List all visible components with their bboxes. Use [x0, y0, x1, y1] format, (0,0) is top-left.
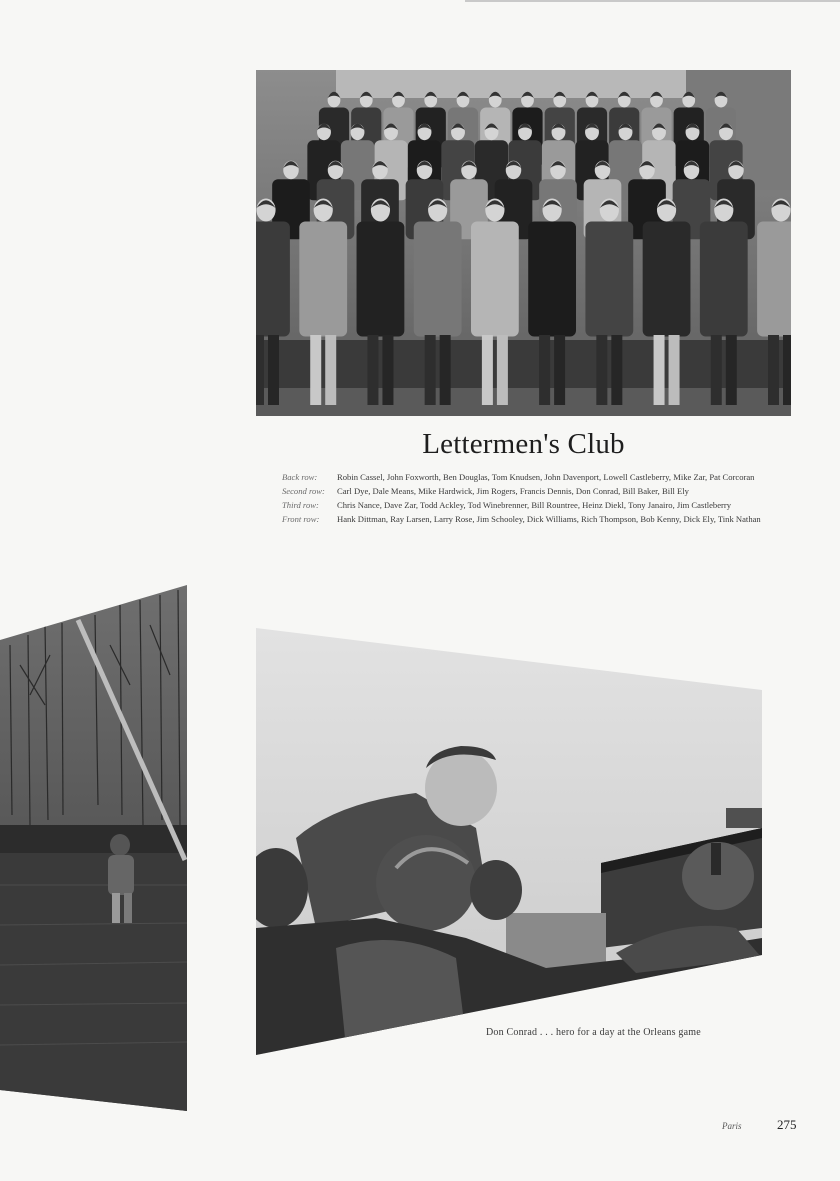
row-names: Carl Dye, Dale Means, Mike Hardwick, Jim Rogers, Francis Dennis, Don Conrad, Bill Baker, Bill Ely: [337, 486, 689, 496]
page-number: 275: [777, 1117, 797, 1132]
row-names: Robin Cassel, John Foxworth, Ben Douglas, Tom Knudsen, John Davenport, Lowell Castleberry, Mike Zar, Pat Corcoran: [337, 472, 755, 482]
huddle-photo: [256, 628, 762, 1063]
row-label: Third row:: [282, 500, 319, 510]
row-label: Front row:: [282, 514, 320, 524]
roster-row-front: [282, 514, 774, 525]
roster-row-third: [282, 500, 774, 511]
roster-row-back: [282, 472, 774, 483]
top-rule: [465, 0, 840, 2]
roster-row-second: [282, 486, 774, 497]
football-game-photo: [0, 585, 187, 1111]
club-title: Lettermen's Club: [422, 428, 625, 460]
lettermen-group-photo: [256, 70, 791, 416]
row-label: Second row:: [282, 486, 325, 496]
row-names: Hank Dittman, Ray Larsen, Larry Rose, Jim Schooley, Dick Williams, Rich Thompson, Bob Kenny, Dick Ely, Tink Nathan: [337, 514, 761, 524]
photo-caption: Don Conrad . . . hero for a day at the Orleans game: [486, 1027, 701, 1038]
row-label: Back row:: [282, 472, 318, 482]
row-names: Chris Nance, Dave Zar, Todd Ackley, Tod Winebrenner, Bill Rountree, Heinz Diekl, Tony Janairo, Jim Castleberry: [337, 500, 732, 510]
footer-school-label: Paris: [722, 1121, 742, 1131]
member-roster: [282, 472, 774, 528]
